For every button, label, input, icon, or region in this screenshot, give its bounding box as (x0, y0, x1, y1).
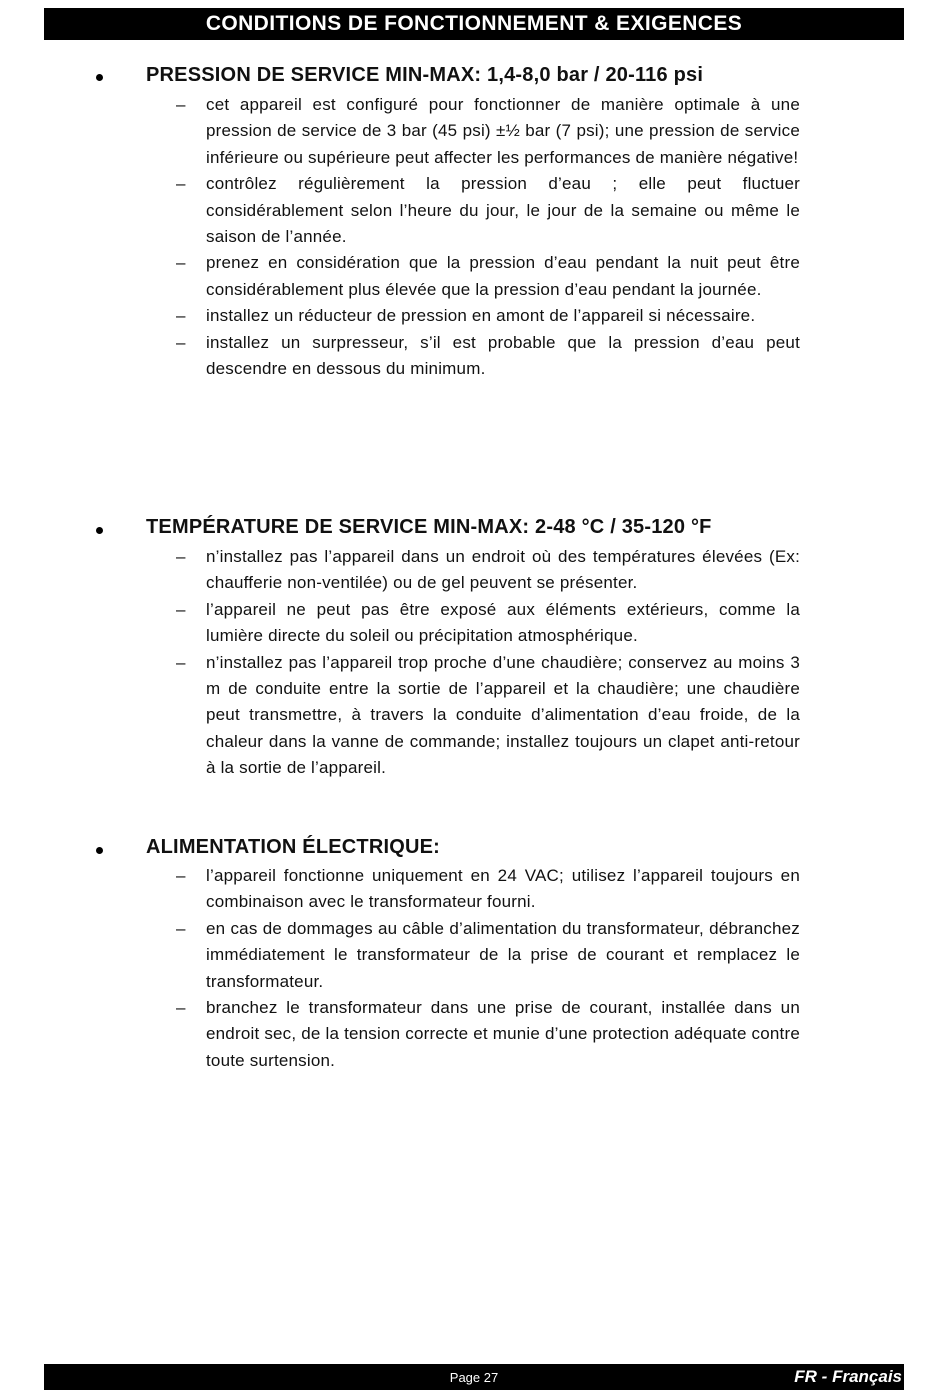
item-list (0, 92, 950, 382)
bullet-icon (96, 847, 103, 854)
list-item (0, 330, 950, 383)
section-title: ALIMENTATION ÉLECTRIQUE: (146, 836, 441, 858)
bullet-icon (96, 527, 103, 534)
list-item (0, 250, 950, 303)
dash-icon: – (176, 174, 186, 194)
list-item (0, 171, 950, 250)
list-item (0, 863, 950, 916)
dash-icon: – (176, 998, 186, 1018)
item-text: cet appareil est configuré pour fonctionner de manière optimale à une pression de service de 3 bar (45 psi) ±½ bar (7 psi); une pression de service inférieure ou supérieure peut affecter les performances de manière négative! (206, 95, 800, 167)
page-footer (44, 1364, 904, 1390)
section-title: PRESSION DE SERVICE MIN-MAX: 1,4-8,0 bar / 20-116 psi (146, 64, 704, 86)
list-item (0, 995, 950, 1074)
list-item (0, 650, 950, 782)
item-list (0, 863, 950, 1074)
item-text: l’appareil fonctionne uniquement en 24 VAC; utilisez l’appareil toujours en combinaison avec le transformateur fourni. (206, 866, 800, 912)
page-header-title: CONDITIONS DE FONCTIONNEMENT & EXIGENCES (205, 12, 743, 35)
dash-icon: – (176, 253, 186, 273)
dash-icon: – (176, 95, 186, 114)
page-header (44, 8, 904, 40)
item-text: n’installez pas l’appareil trop proche d’une chaudière; conservez au moins 3 m de conduite entre la sortie de l’appareil et la chaudière; une chaudière peut transmettre, à travers la conduite d’alimentation d’eau froide, de la chaleur dans la vanne de commande; installez toujours un clapet anti-retour à la sortie de l’appareil. (206, 652, 800, 778)
dash-icon: – (176, 547, 186, 566)
list-item (0, 303, 950, 329)
dash-icon: – (176, 332, 186, 352)
list-item (0, 92, 950, 171)
dash-icon: – (176, 306, 186, 326)
item-text: l’appareil ne peut pas être exposé aux éléments extérieurs, comme la lumière directe du soleil ou précipitation atmosphérique. (206, 599, 800, 646)
dash-icon: – (176, 599, 186, 619)
dash-icon: – (176, 866, 186, 885)
page-number: Page 27 (449, 1370, 499, 1385)
item-text: contrôlez régulièrement la pression d’eau ; elle peut fluctuer considérablement selon l’heure du jour, le jour de la semaine ou même le saison de l’année. (206, 174, 800, 247)
item-list (0, 544, 950, 782)
item-text: installez un réducteur de pression en amont de l’appareil si nécessaire. (206, 306, 756, 326)
item-text: branchez le transformateur dans une prise de courant, installée dans un endroit sec, de la tension correcte et munie d’une protection adéquate contre toute surtension. (206, 998, 800, 1070)
dash-icon: – (176, 652, 186, 672)
language-label: FR - Français (794, 1367, 902, 1386)
dash-icon: – (176, 918, 186, 938)
list-item (0, 916, 950, 995)
item-text: installez un surpresseur, s’il est probable que la pression d’eau peut descendre en dessous du minimum. (206, 332, 800, 379)
list-item (0, 597, 950, 650)
section-title: TEMPÉRATURE DE SERVICE MIN-MAX: 2-48 °C / 35-120 °F (146, 516, 712, 538)
bullet-icon (96, 74, 103, 81)
item-text: prenez en considération que la pression d’eau pendant la nuit peut être considérablement plus élevée que la pression d’eau pendant la journée. (206, 253, 800, 299)
item-text: en cas de dommages au câble d’alimentation du transformateur, débranchez immédiatement le transformateur de la prise de courant et remplacez le transformateur. (206, 918, 800, 991)
list-item (0, 544, 950, 597)
item-text: n’installez pas l’appareil dans un endroit où des températures élevées (Ex: chaufferie non-ventilée) ou de gel peuvent se présenter. (206, 547, 800, 593)
